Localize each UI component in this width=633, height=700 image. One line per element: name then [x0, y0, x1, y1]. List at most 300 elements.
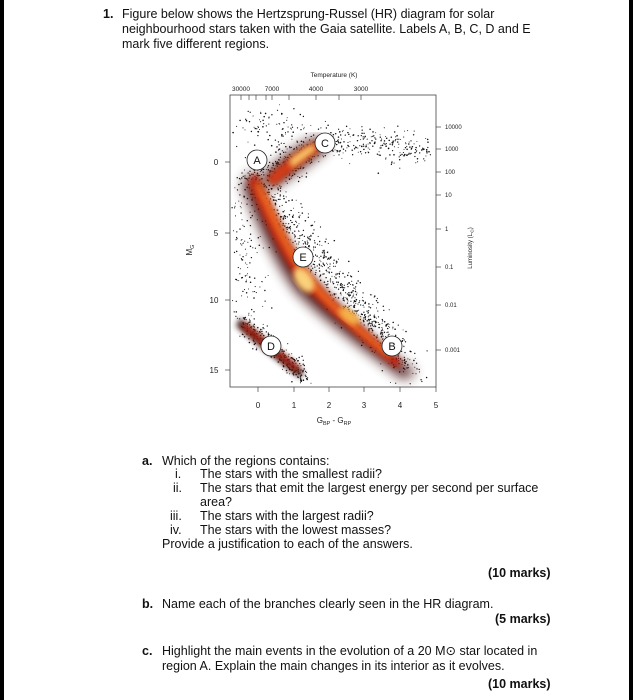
star-point: [419, 152, 420, 153]
star-point: [236, 126, 237, 127]
star-point: [292, 232, 293, 233]
star-point: [370, 325, 371, 326]
star-point: [249, 171, 250, 172]
star-point: [329, 266, 330, 267]
star-point: [324, 264, 325, 265]
star-point: [382, 370, 383, 371]
star-point: [404, 352, 405, 353]
star-point: [259, 129, 260, 130]
star-point: [269, 135, 271, 137]
star-point: [234, 187, 235, 188]
star-point: [315, 274, 316, 275]
star-point: [332, 295, 333, 296]
star-point: [277, 210, 278, 211]
star-point: [381, 147, 382, 148]
star-point: [299, 231, 300, 232]
star-point: [250, 225, 251, 226]
star-point: [338, 139, 339, 140]
star-point: [296, 226, 297, 227]
star-point: [235, 215, 236, 216]
star-point: [289, 373, 290, 374]
star-point: [244, 177, 245, 178]
star-point: [382, 330, 383, 331]
star-point: [354, 301, 355, 302]
star-point: [259, 119, 260, 120]
star-point: [319, 241, 320, 242]
star-point: [382, 339, 383, 340]
star-point: [322, 252, 323, 253]
star-point: [292, 222, 293, 223]
star-point: [363, 136, 364, 137]
star-point: [263, 169, 264, 170]
star-point: [377, 298, 378, 299]
star-point: [234, 252, 235, 253]
star-point: [385, 325, 387, 327]
star-point: [314, 221, 315, 222]
star-point: [348, 272, 349, 273]
star-point: [300, 365, 301, 366]
star-point: [319, 267, 320, 268]
star-point: [311, 136, 312, 137]
star-point: [285, 216, 286, 217]
star-point: [260, 112, 261, 113]
star-point: [348, 282, 350, 284]
star-point: [371, 140, 372, 141]
star-point: [363, 311, 364, 312]
star-point: [236, 301, 237, 302]
bottom-tick-label: 2: [326, 401, 332, 410]
star-point: [242, 291, 243, 292]
right-axis-label: Luminosity $(L_⊙)$: [468, 227, 475, 269]
star-point: [253, 325, 254, 326]
star-point: [343, 297, 344, 298]
star-point: [415, 149, 416, 150]
star-point: [263, 247, 264, 248]
star-point: [267, 167, 268, 168]
star-point: [419, 369, 420, 370]
star-point: [263, 324, 264, 325]
star-point: [384, 140, 386, 142]
star-point: [237, 238, 238, 239]
star-point: [323, 263, 324, 264]
star-point: [239, 228, 240, 229]
star-point: [336, 281, 337, 282]
star-point: [334, 287, 335, 288]
star-point: [285, 132, 286, 133]
star-point: [282, 205, 283, 206]
star-point: [379, 151, 380, 152]
star-point: [291, 210, 292, 211]
star-point: [366, 144, 367, 145]
star-point: [265, 113, 267, 115]
star-point: [348, 134, 349, 135]
star-point: [404, 359, 405, 360]
star-point: [361, 313, 363, 315]
star-point: [296, 222, 297, 223]
star-point: [347, 132, 348, 133]
star-point: [344, 285, 345, 286]
bottom-tick-label: 0: [255, 401, 261, 410]
star-point: [324, 252, 326, 254]
star-point: [372, 321, 373, 322]
star-point: [341, 158, 342, 159]
star-point: [350, 305, 351, 306]
star-point: [286, 231, 287, 232]
star-point: [374, 137, 375, 138]
part-a-item-num: iv.: [170, 523, 182, 537]
star-point: [289, 228, 290, 229]
star-point: [338, 259, 339, 260]
star-point: [303, 379, 305, 381]
star-point: [325, 277, 326, 278]
star-point: [342, 273, 344, 275]
star-point: [386, 143, 387, 144]
star-point: [271, 196, 272, 197]
star-point: [353, 307, 354, 308]
star-point: [333, 266, 334, 267]
star-point: [297, 127, 298, 128]
star-point: [280, 196, 281, 197]
star-point: [318, 236, 319, 237]
star-point: [283, 198, 285, 200]
star-point: [268, 275, 269, 276]
star-point: [404, 357, 405, 358]
star-point: [249, 238, 250, 239]
part-a-letter: a.: [142, 454, 153, 468]
star-point: [236, 231, 237, 232]
region-label-c: C: [321, 138, 329, 150]
star-point: [407, 130, 408, 131]
star-point: [288, 200, 289, 201]
star-point: [287, 343, 288, 344]
star-point: [372, 131, 374, 133]
star-point: [343, 287, 344, 288]
star-point: [319, 264, 321, 266]
star-point: [292, 131, 294, 133]
star-point: [261, 331, 262, 332]
star-point: [370, 307, 371, 308]
star-point: [267, 192, 268, 193]
star-point: [327, 264, 328, 265]
star-point: [294, 237, 295, 238]
star-point: [262, 306, 263, 307]
star-point: [257, 135, 258, 136]
star-point: [347, 293, 348, 294]
star-point: [255, 286, 256, 287]
star-point: [414, 143, 415, 144]
star-point: [322, 250, 323, 251]
star-point: [245, 262, 246, 263]
star-point: [250, 217, 251, 218]
star-point: [324, 281, 326, 283]
star-point: [268, 194, 269, 195]
star-point: [302, 124, 303, 125]
star-point: [403, 152, 404, 153]
star-point: [284, 225, 286, 227]
star-point: [260, 330, 261, 331]
star-point: [299, 177, 300, 178]
star-point: [311, 269, 313, 271]
star-point: [302, 240, 303, 241]
star-point: [348, 292, 350, 294]
star-point: [244, 196, 245, 197]
star-point: [329, 259, 330, 260]
star-point: [253, 115, 254, 116]
star-point: [280, 187, 281, 188]
region-label-b: B: [388, 341, 396, 353]
star-point: [379, 155, 381, 157]
star-point: [352, 135, 353, 136]
star-point: [244, 169, 245, 170]
star-point: [278, 149, 279, 150]
star-point: [368, 144, 369, 145]
star-point: [410, 383, 411, 384]
part-b-text: Name each of the branches clearly seen in the HR diagram.: [162, 597, 494, 611]
star-point: [397, 139, 398, 140]
star-point: [301, 176, 302, 177]
star-point: [280, 217, 281, 218]
star-point: [360, 316, 361, 317]
bottom-tick-label: 5: [433, 401, 439, 410]
star-point: [254, 344, 256, 346]
star-point: [241, 244, 242, 245]
star-point: [261, 174, 262, 175]
left-tick-label: 10: [209, 296, 219, 305]
star-point: [400, 155, 401, 156]
star-point: [305, 371, 306, 372]
star-point: [314, 240, 315, 241]
star-point: [368, 310, 369, 311]
star-point: [338, 289, 339, 290]
star-point: [298, 243, 299, 244]
right-tick-label: 10000: [445, 125, 462, 131]
star-point: [385, 136, 386, 137]
star-point: [339, 132, 340, 133]
star-point: [248, 313, 249, 314]
star-point: [241, 239, 242, 240]
star-point: [251, 309, 252, 310]
star-point: [356, 299, 358, 301]
star-point: [365, 316, 367, 318]
star-point: [244, 226, 245, 227]
star-point: [266, 125, 267, 126]
star-point: [320, 127, 321, 128]
part-c-letter: c.: [142, 644, 153, 658]
star-point: [266, 169, 267, 170]
star-point: [288, 356, 289, 357]
part-a-prompt: Which of the regions contains:: [162, 454, 330, 468]
star-point: [389, 144, 390, 145]
star-point: [342, 131, 343, 132]
star-point: [285, 181, 286, 182]
star-point: [291, 199, 293, 201]
star-point: [336, 262, 337, 263]
star-point: [415, 358, 416, 359]
star-point: [254, 326, 255, 327]
star-point: [405, 331, 407, 333]
star-point: [281, 351, 282, 352]
star-point: [404, 131, 405, 132]
star-point: [253, 311, 254, 312]
star-point: [367, 313, 368, 314]
star-point: [395, 335, 396, 336]
star-point: [254, 324, 256, 326]
star-point: [267, 325, 268, 326]
star-point: [360, 304, 361, 305]
star-point: [380, 136, 381, 137]
star-point: [235, 203, 236, 204]
star-point: [425, 138, 426, 139]
star-point: [405, 361, 406, 362]
star-point: [355, 146, 356, 147]
star-point: [279, 199, 280, 200]
part-a-item-text: The stars that emit the largest energy per second per surface: [200, 481, 539, 495]
star-point: [328, 271, 329, 272]
star-point: [421, 149, 423, 151]
right-tick-label: 10: [445, 193, 452, 199]
star-point: [385, 157, 386, 158]
star-point: [414, 131, 415, 132]
star-point: [306, 172, 307, 173]
star-point: [261, 329, 262, 330]
star-point: [281, 135, 282, 136]
star-point: [361, 126, 362, 127]
star-point: [368, 315, 369, 316]
star-point: [244, 289, 245, 290]
star-point: [285, 191, 286, 192]
star-point: [363, 138, 364, 139]
star-point: [355, 291, 356, 292]
star-point: [234, 206, 235, 207]
star-point: [240, 255, 241, 256]
star-point: [297, 176, 298, 177]
star-point: [365, 145, 367, 147]
star-point: [383, 143, 384, 144]
star-point: [245, 119, 246, 120]
star-point: [254, 172, 255, 173]
star-point: [282, 225, 283, 226]
star-point: [324, 254, 326, 256]
star-point: [330, 279, 331, 280]
star-point: [330, 132, 331, 133]
star-point: [325, 155, 326, 156]
star-point: [305, 220, 307, 222]
star-point: [237, 189, 238, 190]
star-point: [297, 141, 298, 142]
star-point: [281, 143, 282, 144]
star-point: [242, 259, 244, 261]
star-point: [406, 146, 407, 147]
star-point: [382, 320, 383, 321]
star-point: [349, 306, 350, 307]
star-point: [245, 275, 246, 276]
star-point: [240, 268, 241, 269]
star-point: [353, 306, 354, 307]
star-point: [291, 135, 292, 136]
star-point: [299, 217, 300, 218]
star-point: [234, 311, 235, 312]
star-point: [335, 274, 336, 275]
star-point: [238, 267, 239, 268]
star-point: [347, 299, 348, 300]
star-point: [240, 212, 241, 213]
star-point: [369, 142, 370, 143]
star-point: [368, 303, 370, 305]
star-point: [306, 133, 307, 134]
star-point: [298, 181, 299, 182]
star-point: [293, 215, 294, 216]
star-point: [236, 146, 237, 147]
star-point: [419, 371, 420, 372]
star-point: [334, 155, 335, 156]
star-point: [390, 382, 391, 383]
star-point: [360, 322, 361, 323]
star-point: [381, 327, 382, 328]
star-point: [322, 155, 323, 156]
star-point: [288, 223, 289, 224]
star-point: [374, 314, 375, 315]
star-point: [347, 284, 348, 285]
star-point: [332, 281, 333, 282]
document-page: [4, 0, 629, 700]
star-point: [232, 132, 234, 134]
star-point: [375, 321, 376, 322]
star-point: [280, 194, 281, 195]
star-point: [279, 104, 280, 105]
star-point: [344, 287, 345, 288]
star-point: [316, 255, 317, 256]
star-point: [369, 149, 370, 150]
star-point: [352, 290, 354, 292]
star-point: [343, 141, 344, 142]
star-point: [380, 145, 381, 146]
star-point: [354, 297, 355, 298]
star-point: [280, 190, 281, 191]
star-point: [249, 342, 251, 344]
star-point: [378, 322, 379, 323]
star-point: [309, 239, 311, 241]
star-point: [281, 114, 282, 115]
star-point: [360, 319, 361, 320]
star-point: [268, 332, 269, 333]
star-point: [371, 294, 372, 295]
star-point: [349, 163, 350, 164]
star-point: [395, 383, 396, 384]
star-point: [254, 291, 255, 292]
star-point: [421, 381, 422, 382]
star-point: [254, 318, 255, 319]
star-point: [385, 158, 386, 159]
star-point: [303, 243, 304, 244]
star-point: [307, 236, 308, 237]
star-point: [292, 242, 293, 243]
star-point: [358, 302, 359, 303]
star-point: [244, 319, 245, 320]
star-point: [351, 297, 352, 298]
star-point: [285, 218, 286, 219]
star-point: [357, 304, 358, 305]
star-point: [232, 300, 233, 301]
star-point: [278, 199, 279, 200]
star-point: [401, 340, 403, 342]
star-point: [312, 233, 314, 235]
star-point: [261, 281, 262, 282]
star-point: [294, 235, 296, 237]
star-point: [304, 127, 305, 128]
star-point: [343, 300, 344, 301]
right-tick-label: 1000: [445, 147, 459, 153]
star-point: [394, 131, 395, 132]
